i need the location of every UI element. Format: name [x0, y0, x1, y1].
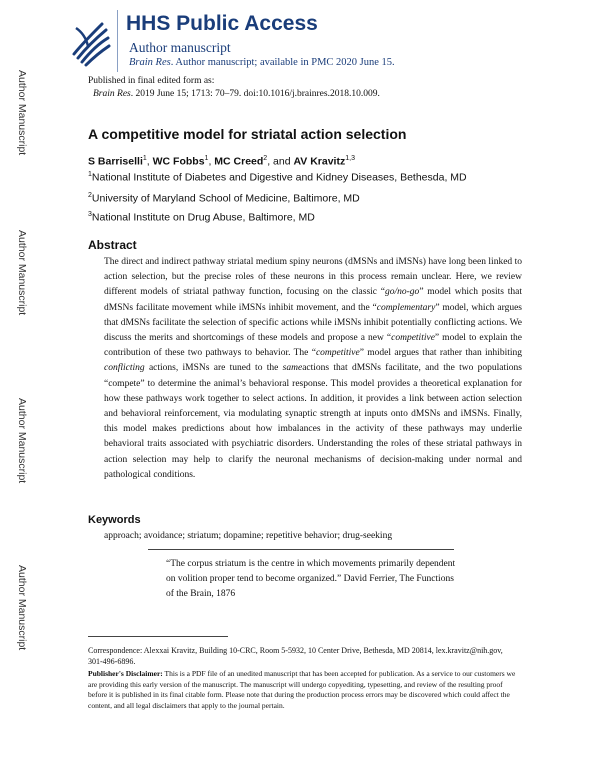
abstract-italic: complementary: [376, 302, 436, 313]
header-divider: [117, 10, 118, 72]
affiliation-text: National Institute on Drug Abuse, Baltimore, MD: [91, 211, 315, 224]
affiliation-sup: 3: [88, 211, 92, 218]
keywords-heading: Keywords: [88, 514, 141, 526]
author-list: [88, 155, 355, 168]
abstract-italic: conflicting: [104, 363, 145, 374]
author-name: WC Fobbs: [152, 155, 205, 168]
side-label: Author Manuscript: [16, 70, 28, 156]
abstract-text: ” model, which argues that dMSNs facilitate the selection of specific actions while iMSNs inhibit potentially conflicting actions. We discuss the merits and shortcomings of these models and propose a new “: [104, 302, 522, 344]
abstract-italic: same: [282, 363, 303, 374]
author-name: S Barriselli: [88, 155, 143, 168]
abstract-text: ” model to explain the contribution of these two pathways to behavior. The “: [104, 333, 523, 359]
abstract-heading: Abstract: [88, 238, 137, 252]
side-label: Author Manuscript: [16, 398, 28, 484]
affiliation-sup: 1: [88, 171, 92, 178]
abstract-italic: competitive: [315, 348, 360, 359]
publication-note: Published in final edited form as:: [88, 76, 215, 86]
author-name: AV Kravitz: [293, 155, 346, 168]
journal-availability: . Author manuscript; available in PMC 2020 June 15.: [170, 57, 395, 68]
author-separator: , and: [267, 155, 294, 168]
side-label: Author Manuscript: [16, 565, 28, 651]
abstract-text: actions, iMSNs are tuned to the: [144, 363, 283, 374]
abstract-text: actions that dMSNs facilitate, and the two populations “compete” to determine the animal’s behavioral response. This model provides a theoretical explanation for how these pathways work together to select actions. In addition, it provides a link between action selection and behavioral reinforcement, via modulating synaptic strength at inputs onto dMSNs and iMSNs. Finally, this model makes predictions about how imbalances in the activity of these pathways may underlie behavioral traits associated with psychiatric disorders. Understanding the roles of these striatal pathways in action selection may help to clarify the neuronal mechanisms of decision-making under normal and pathological conditions.: [104, 363, 522, 480]
abstract-text: The direct and indirect pathway striatal medium spiny neurons (dMSNs and iMSNs) have long been linked to action selection, but the precise roles of these neurons in this process remain unclear. Here, we review different models of striatal pathway function, focusing on the classic “: [104, 257, 522, 298]
hhs-journal-line: [129, 57, 395, 68]
author-affil-sup: 1: [142, 155, 147, 162]
publisher-disclaimer: [88, 669, 518, 711]
article-title: A competitive model for striatal action selection: [88, 126, 407, 142]
author-affil-sup: 1,3: [345, 155, 355, 162]
side-label: Author Manuscript: [16, 230, 28, 316]
abstract-italic: go/no-go: [385, 287, 420, 298]
epigraph-quote: “The corpus striatum is the centre in which movements primarily dependent on volition proper tend to become organized.” David Ferrier, The Functions of the Brain, 1876: [166, 559, 456, 599]
hhs-title: HHS Public Access: [126, 12, 318, 35]
author-separator: ,: [208, 155, 215, 168]
author-affil-sup: 1: [204, 155, 209, 162]
quote-divider: [148, 549, 454, 550]
hhs-subtitle: Author manuscript: [129, 40, 231, 55]
affiliation-sup: 2: [88, 192, 92, 199]
author-separator: ,: [146, 155, 153, 168]
keywords-list: approach; avoidance; striatum; dopamine; repetitive behavior; drug-seeking: [104, 531, 393, 541]
abstract-text: ” model which posits that dMSNs facilitate movement while iMSNs inhibit movement, and the “: [104, 287, 522, 313]
affiliation: [88, 211, 315, 224]
publication-citation: [93, 89, 380, 99]
abstract-italic: competitive: [391, 333, 435, 344]
citation-details: . 2019 June 15; 1713: 70–79. doi:10.1016/j.brainres.2018.10.009.: [130, 89, 380, 99]
abstract-text: ” model argues that rather than inhibiting: [359, 348, 522, 359]
disclaimer-text: This is a PDF file of an unedited manuscript that has been accepted for publication. As a service to our customers we are providing this early version of the manuscript. The manuscript will undergo copyediting, typesetting, and review of the resulting proof before it is published in its final citable form. Please note that during the production process errors may be discovered which could affect the content, and all legal disclaimers that apply to the journal pertain.: [88, 669, 516, 710]
affiliation-text: University of Maryland School of Medicine, Baltimore, MD: [91, 192, 360, 205]
affiliation-text: National Institute of Diabetes and Digestive and Kidney Diseases, Bethesda, MD: [91, 171, 467, 184]
citation-journal: Brain Res: [93, 89, 131, 99]
author-affil-sup: 2: [263, 155, 268, 162]
hhs-eagle-logo-icon: [68, 14, 112, 68]
affiliation: [88, 171, 467, 184]
author-name: MC Creed: [214, 155, 264, 168]
abstract-body: [104, 255, 522, 483]
journal-name: Brain Res: [129, 57, 171, 68]
affiliation: [88, 192, 360, 205]
correspondence-note: Correspondence: Alexxai Kravitz, Building 10-CRC, Room 5-5932, 10 Center Drive, Bethesda, MD 20814, lex.kravitz@nih.gov, 301-496-6896.: [88, 646, 503, 666]
disclaimer-label: Publisher's Disclaimer:: [88, 669, 163, 678]
footnote-divider: [88, 636, 228, 637]
